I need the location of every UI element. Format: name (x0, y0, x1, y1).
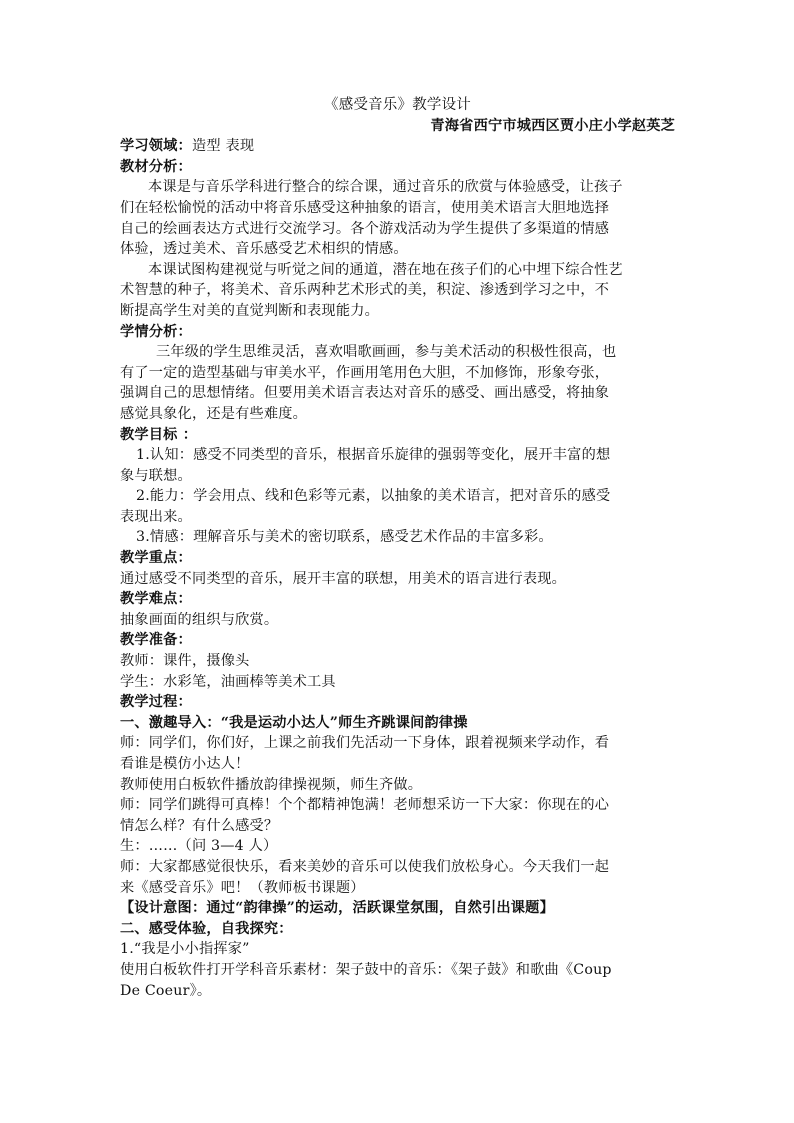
process-line: 教师使用白板软件播放韵律操视频，师生齐做。 (120, 776, 423, 793)
field-value: 造型 表现 (191, 138, 255, 155)
goal-line: 表现出来。 (120, 508, 192, 525)
paragraph-line: 有了一定的造型基础与审美水平，作画用笔用色大胆，不加修饰，形象夸张， (120, 364, 610, 381)
step1-heading: 一、激趣导入：“我是运动小达人”师生齐跳课间韵律操 (120, 714, 468, 731)
paragraph-line: 本课试图构建视觉与听觉之间的通道，潜在地在孩子们的心中埋下综合性艺 (148, 261, 623, 278)
step2-heading: 二、感受体验，自我探究： (120, 920, 293, 937)
paragraph-line: 断提高学生对美的直觉判断和表现能力。 (120, 302, 379, 319)
process-heading: 教学过程： (120, 694, 192, 711)
difficulty-heading: 教学难点： (120, 591, 192, 608)
learning-field (120, 136, 675, 157)
process-line: 来《感受音乐》吧！（教师板书课题） (120, 879, 365, 896)
document-title: 《感受音乐》教学设计 (324, 97, 471, 113)
document-page (120, 95, 675, 1001)
goal-line: 2.能力：学会用点、线和色彩等元素，以抽象的美术语言，把对音乐的感受 (136, 488, 611, 505)
author-line: 青海省西宁市城西区贾小庄小学赵英芝 (430, 117, 675, 134)
paragraph-line: 们在轻松愉悦的活动中将音乐感受这种抽象的语言，使用美术语言大胆地选择 (120, 199, 610, 216)
paragraph-line: 本课是与音乐学科进行整合的综合课，通过音乐的欣赏与体验感受，让孩子 (148, 179, 623, 196)
paragraph-line: 强调自己的思想情绪。但要用美术语言表达对音乐的感受、画出感受，将抽象 (120, 385, 610, 402)
paragraph-line: 感觉具象化，还是有些难度。 (120, 405, 308, 422)
paragraph-line: 三年级的学生思维灵活，喜欢唱歌画画，参与美术活动的积极性很高，也 (156, 344, 617, 361)
goal-line: 象与联想。 (120, 467, 192, 484)
goal-line: 3.情感：理解音乐与美术的密切联系，感受艺术作品的丰富多彩。 (136, 529, 553, 546)
goals-heading: 教学目标 ： (120, 426, 198, 443)
student-heading: 学情分析： (120, 323, 192, 340)
process-line: 师：同学们跳得可真棒！个个都精神饱满！老师想采访一下大家：你现在的心 (120, 797, 610, 814)
process-line: 情怎么样？有什么感受？ (120, 817, 279, 834)
process-line: De Coeur》。 (120, 982, 212, 999)
prep-heading: 教学准备： (120, 632, 192, 649)
difficulty-text: 抽象画面的组织与欣赏。 (120, 611, 279, 628)
process-line: 使用白板软件打开学科音乐素材：架子鼓中的音乐：《架子鼓》和歌曲《Coup (120, 961, 612, 978)
prep-teacher: 教师：课件，摄像头 (120, 653, 250, 670)
process-line: 看谁是模仿小达人！ (120, 756, 250, 772)
goal-line: 1.认知：感受不同类型的音乐，根据音乐旋律的强弱等变化，展开丰富的想 (136, 447, 611, 464)
design-intent: 【设计意图：通过“韵律操”的运动，活跃课堂氛围，自然引出课题】 (120, 900, 554, 917)
prep-student: 学生：水彩笔，油画棒等美术工具 (120, 673, 336, 690)
field-label: 学习领域： (120, 138, 192, 155)
process-line: 师：同学们，你们好，上课之前我们先活动一下身体，跟着视频来学动作，看 (120, 735, 610, 752)
subsection-title: 1.“我是小小指挥家” (120, 941, 250, 958)
process-line: 师：大家都感觉很快乐，看来美妙的音乐可以使我们放松身心。今天我们一起 (120, 858, 610, 875)
paragraph-line: 术智慧的种子，将美术、音乐两种艺术形式的美，积淀、渗透到学习之中，不 (120, 282, 610, 299)
analysis-heading: 教材分析： (120, 158, 192, 175)
process-line: 生：……（问 3—4 人） (120, 838, 278, 855)
key-text: 通过感受不同类型的音乐，展开丰富的联想，用美术的语言进行表现。 (120, 570, 567, 587)
paragraph-line: 自己的绘画表达方式进行交流学习。各个游戏活动为学生提供了多渠道的情感 (120, 220, 610, 237)
key-heading: 教学重点： (120, 550, 192, 567)
paragraph-line: 体验，透过美术、音乐感受艺术相织的情感。 (120, 241, 408, 258)
